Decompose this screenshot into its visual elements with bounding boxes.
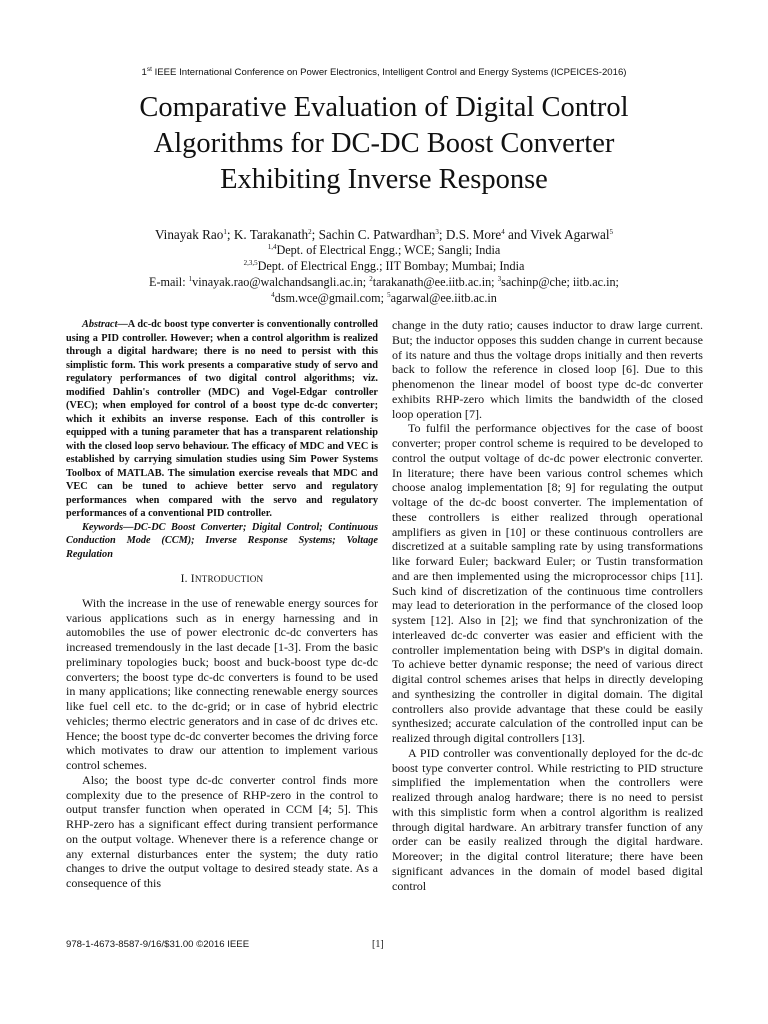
- author-affiliation-mark: 3: [435, 228, 439, 236]
- email-line: [0, 274, 768, 290]
- email-mark: 2: [369, 275, 373, 283]
- author-separator: ;: [311, 227, 319, 242]
- email-mark: 4: [271, 291, 275, 299]
- email-line: [0, 290, 768, 306]
- body-paragraph: With the increase in the use of renewable energy sources for various applications such as in energy harnessing and in automobiles the use of power electronic dc-dc converters has increased tremendously in the last decade [1-3]. From the basic preliminary topologies buck; boost and buck-boost type dc-dc converters; the boost type dc-dc converters is found to be used in many applications; like connecting renewable energy sources like fuel cell etc. to the dc-grid; or in case of hybrid electric vehicles; thermo electric generators and in case of dc drives etc. Hence; the boost type dc-dc converter becomes the driving force which motivates to draw our attention to implement various control schemes.: [66, 595, 378, 772]
- author-name: Sachin C. Patwardhan: [318, 227, 436, 242]
- abstract-label: Abstract: [82, 319, 118, 330]
- left-column: [66, 318, 378, 891]
- email-mark: 1: [188, 275, 193, 283]
- email-prefix: E-mail:: [149, 275, 189, 289]
- email-address: dsm.wce@gmail.com;: [274, 291, 388, 305]
- conference-name: IEEE International Conference on Power Electronics, Intelligent Control and Energy Systems (ICPEICES-2016): [154, 67, 627, 78]
- affiliations: [0, 242, 768, 306]
- author-name: Vinayak Rao: [154, 227, 224, 242]
- author-affiliation-mark: 4: [501, 228, 505, 236]
- author-separator: ;: [226, 227, 234, 242]
- body-paragraph: A PID controller was conventionally deployed for the dc-dc boost type converter control. While restricting to PID structure simplified the implementation when the controllers were realized through analog hardware; there is no need to persist with this simplistic form when a control algorithm is realized through digital hardware. An arbitrary transfer function of any order can be easily realized through the digital hardware. Moreover; in the digital control literature; there have been significant advances in the domain of model based digital control: [392, 745, 703, 893]
- title-line-3: Exhibiting Inverse Response: [220, 164, 548, 195]
- conference-edition: 1: [141, 67, 147, 78]
- keywords: Keywords—DC-DC Boost Converter; Digital Control; Continuous Conduction Mode (CCM); Inverse Response Systems; Voltage Regulation: [66, 521, 378, 560]
- author-separator: ;: [438, 227, 446, 242]
- author-affiliation-mark: 5: [609, 228, 614, 236]
- affiliation-line: [0, 242, 768, 258]
- author-name: D.S. More: [445, 227, 502, 242]
- affiliation-mark: 2,3,5: [243, 259, 258, 267]
- affiliation-mark: 1,4: [267, 243, 277, 251]
- author-affiliation-mark: 2: [308, 228, 312, 236]
- section-title-rest: NTRODUCTION: [194, 574, 264, 584]
- affiliation-text: Dept. of Electrical Engg.; IIT Bombay; Mumbai; India: [257, 259, 525, 273]
- email-address: tarakanath@ee.iitb.ac.in;: [372, 275, 498, 289]
- section-title-initial: I: [190, 573, 195, 585]
- author-list: [0, 226, 768, 243]
- body-paragraph: To fulfil the performance objectives for the case of boost converter; proper control scheme is required to be developed to control the output voltage of dc-dc power electronic converter. In literature; there have been various control schemes which choose analog implementation [8; 9] for regulating the output voltage of the dc-dc boost converter. The implementation of these controllers is either realized through operational amplifiers as given in [10] or these continuous controllers are discretized at a suitable sampling rate by using transformations like forward Euler; backward Euler; or Tustin transformation and are then implemented using the microprocessor chips [11]. Such kind of discretization of the continuous time controllers may lead to deterioration in the performance of the closed loop system [12]. Also in [2]; we find that synchronization of the interleaved dc-dc converter was easier and efficient with the controller implementation being with DSP's in digital domain. To achieve better dynamic response; the need of various direct digital control schemes arises that helps in directly developing and synthesizing the controller in digital domain. The digital controllers also provide advantage that these could be easily synthesized; accurate calculation of the controlled input can be realized through digital controllers [13].: [392, 421, 703, 745]
- email-address: vinayak.rao@walchandsangli.ac.in;: [192, 275, 370, 289]
- author-name: K. Tarakanath: [233, 227, 309, 242]
- affiliation-line: [0, 258, 768, 274]
- email-address: agarwal@ee.iitb.ac.in: [390, 291, 497, 305]
- body-paragraph: change in the duty ratio; causes inductor to draw large current. But; the inductor opposes this sudden change in current because of its nature and thus the voltage drops initially and then reverts back to follow the reference in closed loop [6]. Due to this phenomenon the linear model of boost type dc-dc converter exhibits RHP-zero which limits the bandwidth of the closed loop operation [7].: [392, 318, 703, 421]
- footer-isbn: 978-1-4673-8587-9/16/$31.00 ©2016 IEEE: [66, 939, 250, 950]
- abstract: [66, 318, 378, 521]
- conference-header: [0, 66, 768, 80]
- email-address: sachinp@che; iitb.ac.in;: [501, 275, 619, 289]
- author-separator: and: [504, 227, 531, 242]
- paper-title: [0, 90, 768, 198]
- author-name: Vivek Agarwal: [530, 227, 610, 242]
- author-affiliation-mark: 1: [223, 228, 227, 236]
- title-line-2: Algorithms for DC-DC Boost Converter: [153, 128, 615, 159]
- abstract-text: —A dc-dc boost type converter is conventionally controlled using a PID controller. However; when a control algorithm is realized through a digital hardware; there is no need to persist with this simplistic form. This work presents a comparative study of servo and regulatory performances of two digital control algorithms; viz. modified Dahlin's controller (MDC) and Vogel-Edgar controller (VEC); when employed for control of a boost type dc-dc converter; which it exhibits an inverse response. Each of this controller is equipped with a tuning parameter that has a transparent relationship with the closed loop servo behaviour. The efficacy of MDC and VEC is established by carrying simulation studies using Sim Power Systems Toolbox of MATLAB. The simulation exercise reveals that MDC and VEC can be tuned to achieve better servo and regulatory performances when compared with the servo and regulatory performances of a conventional PID controller.: [66, 319, 378, 519]
- affiliation-text: Dept. of Electrical Engg.; WCE; Sangli; India: [276, 243, 501, 257]
- body-paragraph: Also; the boost type dc-dc converter control finds more complexity due to the presence of RHP-zero in the control to output transfer function when operated in CCM [4; 5]. This RHP-zero has a significant effect during transient performance on the output voltage. Whenever there is a reference change or any external disturbances enter the system; the duty ratio changes to drive the output voltage to desired steady state. As a consequence of this: [66, 772, 378, 890]
- section-heading-introduction: [66, 572, 378, 587]
- right-column: [392, 318, 703, 893]
- section-number: I.: [180, 573, 188, 585]
- email-mark: 5: [387, 291, 391, 299]
- title-line-1: Comparative Evaluation of Digital Control: [139, 92, 629, 123]
- conference-edition-suffix: st: [146, 66, 152, 73]
- email-mark: 3: [497, 275, 502, 283]
- page-number: [1]: [372, 939, 384, 950]
